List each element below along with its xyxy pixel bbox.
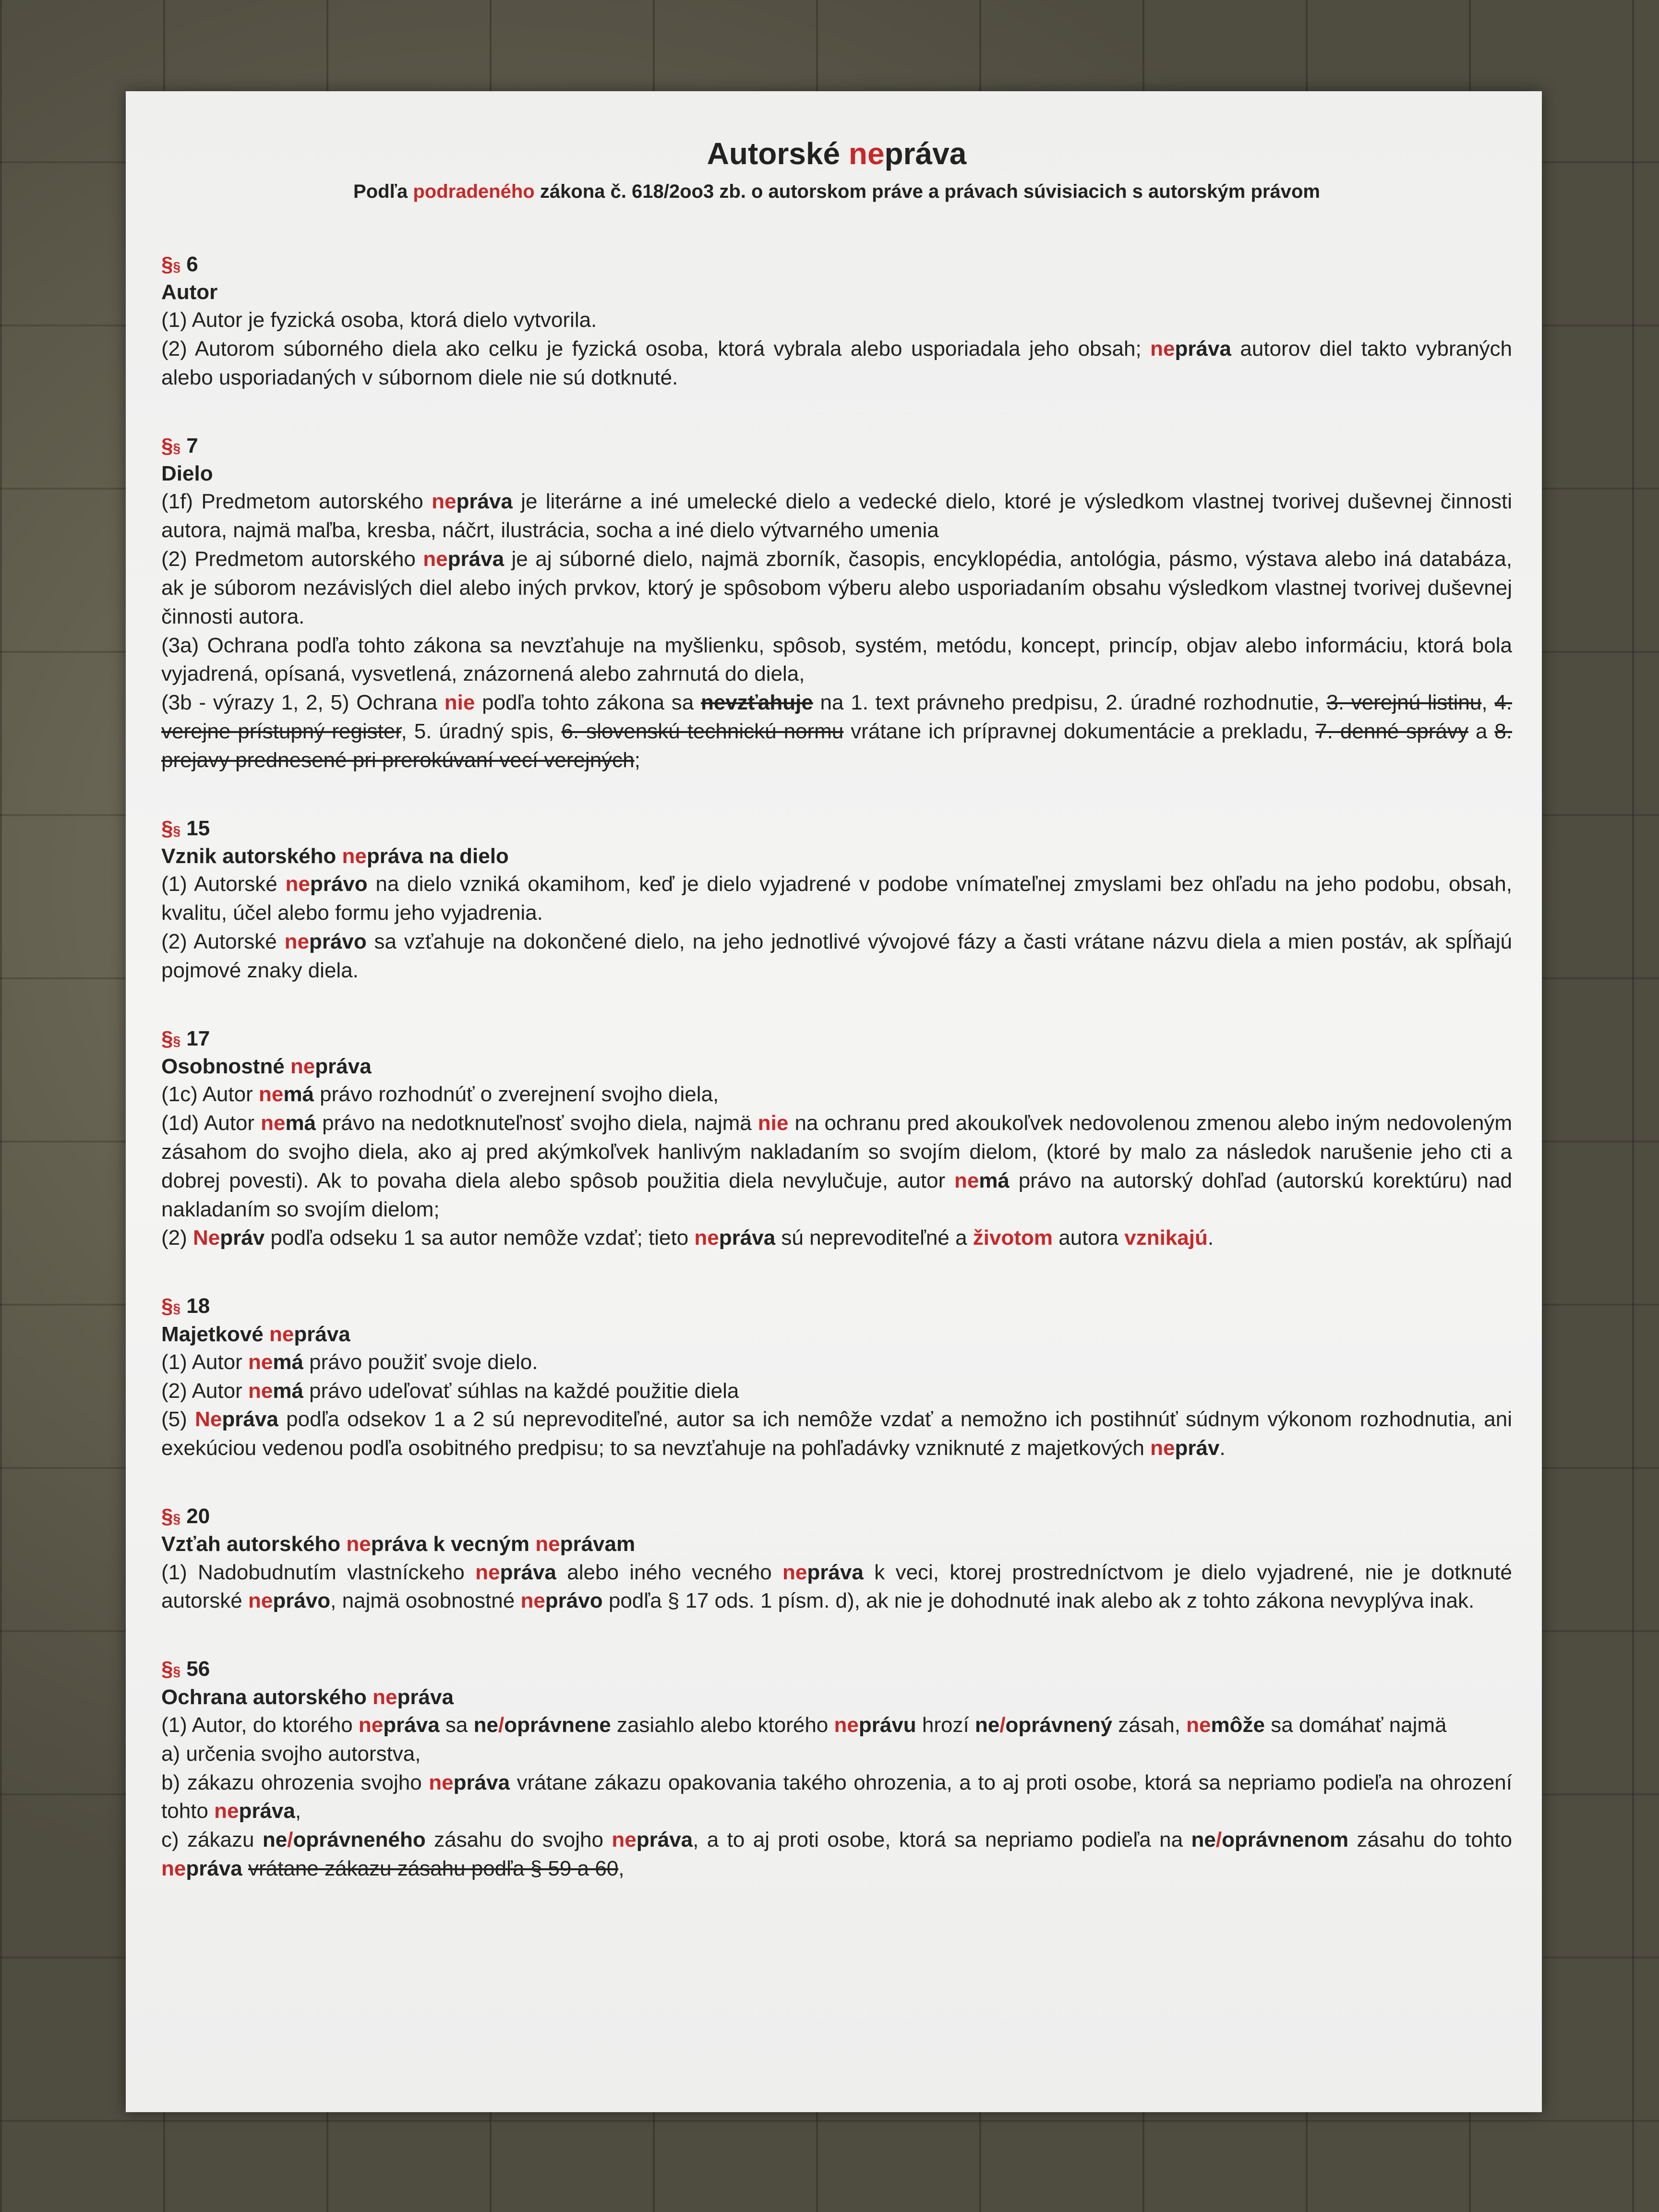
paragraph [161,335,1512,392]
section-heading [161,1321,1512,1348]
section-number-value: 17 [186,1026,210,1050]
text: práva k vecným [371,1532,536,1556]
text: na dielo vzniká okamihom, keď je dielo vyjadrené v podobe vnímateľnej zmyslami bez ohľadu na jeho podobu, obsah, kvalitu, účel alebo formu jeho vyjadrenia. [161,872,1512,925]
ne-prefix: ne [782,1560,807,1584]
emphasis: práv [1175,1436,1220,1460]
emphasis: má [285,1111,316,1135]
text: , [1481,691,1495,715]
emphasis: právo [310,872,368,896]
paragraph-sign-small: § [173,823,181,838]
section-number-value: 6 [186,252,198,276]
ne-prefix: ne [612,1828,637,1852]
text: (2) Autorské [161,929,285,953]
text: a [1468,720,1495,744]
paragraph-sign [161,1657,180,1681]
text: podľa § 17 ods. 1 písm. d), ak nie je dohodnuté inak alebo ak z tohto zákona nevyplýva inak. [602,1589,1475,1613]
struck-text: 8. prejavy prednesené pri prerokúvaní vecí verejných [161,720,1512,772]
paragraph [161,1768,1512,1826]
slash: / [999,1713,1006,1737]
section-number-value: 56 [186,1657,210,1681]
paragraph [161,1558,1512,1616]
paragraph-sign [161,817,180,840]
text: k veci, ktorej prostredníctvom je dielo vyjadrené, nie je dotknuté autorské [161,1560,1513,1613]
paragraph-sign-large: § [161,433,173,457]
section-56 [161,1655,1512,1883]
text: , 5. úradný spis, [401,720,562,744]
ne-prefix: ne [248,1379,273,1403]
ne-prefix: ne [269,1322,294,1346]
section-20 [161,1502,1512,1615]
text: (1f) Predmetom autorského [161,490,432,514]
text: (1) Nadobudnutím vlastníckeho [161,1560,476,1584]
text: podľa odseku 1 sa autor nemôže vzdať; tieto [264,1226,695,1250]
emphasis: práva [456,490,513,514]
section-heading [161,1053,1512,1080]
emphasis: ne [1191,1828,1216,1852]
ne-prefix: ne [535,1532,560,1556]
text: ; [634,748,640,772]
emphasis: oprávneného [293,1828,426,1852]
section-number-value: 20 [186,1504,210,1528]
section-7 [161,432,1512,775]
ne-prefix: ne [1150,1436,1175,1460]
emphasis: práva [453,1770,510,1794]
text: zásah, [1112,1713,1187,1737]
emphasis: práva [807,1560,864,1584]
emphasis: ne [473,1713,498,1737]
paragraph [161,1377,1512,1406]
paragraph-sign-small: § [173,259,181,274]
emphasis: práva [239,1799,295,1823]
ne-prefix: ne [284,929,309,953]
paragraph: a) určenia svojho autorstva, [161,1742,421,1766]
highlight: vznikajú [1124,1226,1208,1250]
paragraph-sign [161,1027,180,1050]
section-6 [161,250,1512,392]
section-number [161,250,1512,278]
ne-prefix: ne [954,1168,979,1192]
poster [126,91,1542,2112]
text: (2) [161,1226,193,1250]
emphasis: má [273,1350,303,1374]
ne-prefix: ne [161,1857,186,1880]
ne-prefix: ne [694,1226,719,1250]
paragraph [161,1080,1512,1109]
section-heading [161,842,1512,870]
ne-prefix: ne [258,1082,284,1106]
section-number [161,1502,1512,1530]
ne-prefix: ne [346,1532,371,1556]
paragraph [161,927,1512,985]
paragraph-sign-large: § [161,252,173,276]
emphasis: oprávnený [1005,1713,1113,1737]
text: Vznik autorského [161,844,342,868]
nie-highlight: nie [444,691,475,715]
ne-prefix: ne [290,1055,315,1078]
ne-prefix: ne [520,1589,545,1613]
emphasis: ne [974,1713,1000,1737]
slash: / [1215,1828,1222,1852]
emphasis: ne [262,1828,288,1852]
subtitle [161,179,1512,204]
section-17 [161,1024,1512,1253]
emphasis: môže [1211,1713,1265,1737]
ne-prefix: ne [261,1111,286,1135]
slash: / [498,1713,505,1737]
text: právo použiť svoje dielo. [303,1350,538,1374]
emphasis: práva [500,1560,556,1584]
paragraph [161,688,1512,774]
paragraph-sign-large: § [161,1294,173,1318]
text: podľa odsekov 1 a 2 sú neprevoditeľné, autor sa ich nemôže vzdať a nemožno ich postihnúť súdnym výkonom rozhodnutia, ani exekúciou vedenou podľa osobitného predpisu; to sa nevzťahuje na pohľadávky vzniknuté z majetkových [161,1407,1513,1460]
ne-prefix: ne [373,1685,397,1709]
section-number [161,432,1512,460]
text: (5) [161,1407,195,1431]
slash: / [287,1828,293,1852]
paragraph [161,870,1512,927]
paragraph-sign [161,252,180,276]
emphasis: má [979,1168,1010,1192]
text: zásahu do tohto [1348,1828,1513,1852]
text: práva na dielo [366,844,509,868]
ne-prefix: Ne [193,1226,220,1250]
paragraph [161,1826,1512,1883]
text: hrozí [916,1713,975,1737]
section-heading [161,1530,1512,1558]
text: (1d) Autor [161,1111,261,1135]
emphasis: právo [309,929,367,953]
section-number [161,814,1512,842]
text: sa vzťahuje na dokončené dielo, na jeho jednotlivé vývojové fázy a časti vrátane názvu diela a mien postáv, ak spĺňajú pojmové znaky diela. [161,929,1512,982]
text: (1c) Autor [161,1082,259,1106]
ne-prefix: Ne [195,1407,222,1431]
paragraph-sign-large: § [161,816,173,840]
text: právo na nedotknuteľnosť svojho diela, najmä [316,1111,758,1135]
section-18 [161,1292,1512,1463]
emphasis: oprávnene [504,1713,611,1737]
section-number [161,1024,1512,1053]
text: sa [439,1713,474,1737]
text: podľa tohto zákona sa [475,691,701,715]
text: autorov diel takto vybraných alebo usporiadaných v súbornom diele nie sú dotknuté. [161,337,1513,390]
title-part: práva [884,136,967,171]
paragraph [161,1405,1512,1463]
emphasis: práva [447,547,505,571]
text: (3b - výrazy 1, 2, 5) Ochrana [161,691,445,715]
text: na 1. text právneho predpisu, 2. úradné rozhodnutie, [813,691,1327,715]
text: právo udeľovať súhlas na každé použitie diela [303,1379,739,1403]
text: na ochranu pred akoukoľvek nedovolenou zmenou alebo iným nedovoleným zásahom do svojho diela, ako aj pred akýmkoľvek hanlivým nakladaním so svojím dielom, (ktoré by malo za následok narušenie jeho cti a dobrej povesti). Ak to povaha diela alebo spôsob použitia diela nevylučuje, autor [161,1111,1512,1192]
emphasis: oprávnenom [1222,1828,1349,1852]
emphasis: právo [545,1589,603,1613]
ne-prefix: ne [248,1350,273,1374]
ne-prefix: ne [248,1589,273,1613]
text: , najmä osobnostné [330,1589,521,1613]
paragraph-sign-small: § [173,1664,181,1679]
text: právo rozhodnúť o zverejnení svojho diela, [313,1082,719,1106]
struck-text: 3. verejnú listinu [1326,691,1482,715]
emphasis: práva [222,1407,278,1431]
title-prefix-ne: ne [848,136,885,171]
subtitle-part: Podľa [353,180,413,202]
subtitle-part: zákona č. 618/2oo3 zb. o autorskom práve a právach súvisiacich s autorským právom [534,180,1320,202]
paragraph-sign-small: § [173,1033,181,1048]
emphasis: právu [858,1713,916,1737]
paragraph-sign [161,434,180,457]
text: b) zákazu ohrozenia svojho [161,1770,429,1794]
paragraph [161,1348,1512,1377]
text: právam [560,1532,636,1556]
section-number-value: 18 [186,1294,210,1318]
paragraph [161,545,1512,631]
text: . [1207,1226,1214,1250]
paragraph [161,1224,1512,1252]
text: sa domáhať najmä [1265,1713,1447,1737]
text: sú neprevoditeľné a [775,1226,973,1250]
paragraph-sign-large: § [161,1657,173,1681]
paragraph-sign-large: § [161,1504,173,1528]
nie-highlight: nie [757,1111,789,1135]
text: (1) Autorské [161,872,286,896]
paragraph-sign-small: § [173,440,181,456]
paragraph-sign [161,1504,180,1528]
ne-prefix: ne [432,490,457,514]
paragraph [161,487,1512,545]
struck-text: 6. slovenskú technickú normu [561,720,844,744]
paragraph-sign-small: § [173,1301,181,1316]
emphasis: právo [273,1589,331,1613]
ne-prefix: ne [423,547,448,571]
ne-prefix: ne [834,1713,859,1737]
title-part: Autorské [707,136,849,171]
struck-text: 7. denné správy [1315,720,1468,744]
ne-prefix: ne [214,1799,239,1823]
paragraph [161,1711,1512,1740]
text: je aj súborné dielo, najmä zborník, časopis, encyklopédia, antológia, pásmo, výstava alebo iná databáza, ak je súborom nezávislých diel alebo iných prvkov, ktorý je spôsobom výberu alebo usporiadaním obsahu výsledkom vlastnej tvorivej duševnej činnosti autora. [161,547,1513,628]
emphasis: práva [383,1713,440,1737]
ne-prefix: ne [285,872,310,896]
text: je literárne a iné umelecké dielo a vedecké dielo, ktoré je výsledkom vlastnej tvorivej duševnej činnosti autora, najmä maľba, kresba, náčrt, ilustrácia, socha a iné dielo výtvarného umenia [161,490,1512,542]
section-15 [161,814,1512,985]
ne-prefix: ne [475,1560,500,1584]
emphasis: práv [220,1226,265,1250]
text: zasiahlo alebo ktorého [611,1713,834,1737]
section-number-value: 15 [186,816,210,840]
ne-prefix: ne [1150,337,1175,361]
text: vrátane zákazu opakovania takého ohrozenia, a to aj proti osobe, ktorá sa nepriamo podieľa na ohrození tohto [161,1770,1512,1823]
emphasis: má [273,1379,303,1403]
page-title [161,135,1512,172]
struck-text: nevzťahuje [700,691,813,715]
struck-text: 4. verejne prístupný register [161,691,1513,744]
text: (2) Autor [161,1379,248,1403]
paragraph: (3a) Ochrana podľa tohto zákona sa nevzťahuje na myšlienku, spôsob, systém, metódu, koncept, princíp, objav alebo informáciu, ktorá bola vyjadrená, opísaná, vysvetlená, znázornená alebo zahrnutá do diela, [161,633,1512,686]
text: Vzťah autorského [161,1532,347,1556]
paragraph-sign [161,1294,180,1318]
text: , [295,1799,301,1823]
text: (1) Autor, do ktorého [161,1713,359,1737]
emphasis: práva [719,1226,776,1250]
paragraph-sign-small: § [173,1511,181,1527]
emphasis: práva [186,1857,242,1880]
highlight: životom [973,1226,1053,1250]
text: . [1219,1436,1226,1460]
text: , [618,1857,625,1880]
section-number [161,1655,1512,1683]
text: (1) Autor [161,1350,248,1374]
text: , a to aj proti osobe, ktorá sa nepriamo podieľa na [693,1828,1191,1852]
section-number-value: 7 [186,433,198,457]
text: zásahu do svojho [425,1828,612,1852]
section-heading: Autor [161,280,218,304]
text: c) zákazu [161,1828,263,1852]
struck-text: vrátane zákazu zásahu podľa § 59 a 60 [248,1857,619,1880]
text: autora [1053,1226,1125,1250]
section-heading [161,1683,1512,1711]
section-heading: Dielo [161,462,213,486]
text: právo na autorský dohľad (autorskú korektúru) nad nakladaním so svojím dielom; [161,1168,1513,1221]
text: Ochrana autorského [161,1685,373,1709]
text: alebo iného vecného [556,1560,783,1584]
ne-prefix: ne [358,1713,384,1737]
text: práva [397,1685,454,1709]
text: vrátane ich prípravnej dokumentácie a prekladu, [843,720,1316,744]
text: (2) Autorom súborného diela ako celku je fyzická osoba, ktorá vybrala alebo usporiadala jeho obsah; [161,337,1151,361]
subtitle-highlight: podradeného [413,180,535,202]
text: (2) Predmetom autorského [161,547,423,571]
text: práva [315,1055,372,1078]
paragraph [161,1109,1512,1224]
text: Majetkové [161,1322,269,1346]
paragraph: (1) Autor je fyzická osoba, ktorá dielo vytvorila. [161,308,597,332]
emphasis: práva [1175,337,1231,361]
section-number [161,1292,1512,1320]
ne-prefix: ne [1186,1713,1211,1737]
text: práva [294,1322,350,1346]
emphasis: má [283,1082,314,1106]
text: Osobnostné [161,1055,290,1078]
paragraph-sign-large: § [161,1026,173,1050]
ne-prefix: ne [342,844,367,868]
emphasis: práva [636,1828,693,1852]
text [242,1857,248,1880]
ne-prefix: ne [429,1770,454,1794]
